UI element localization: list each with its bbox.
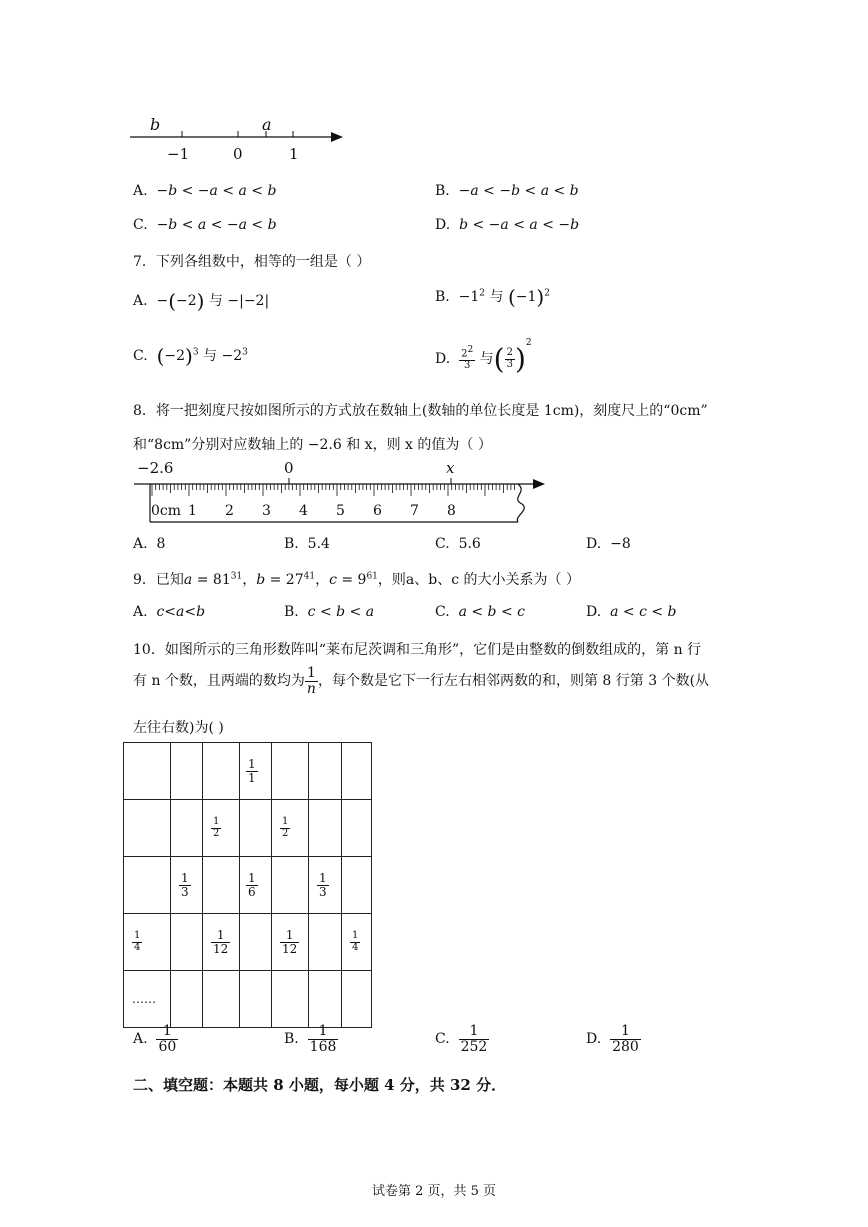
axis-label-x: x — [446, 459, 455, 477]
q10-option-a[interactable]: A. $\frac{1}{60}$ — [133, 1023, 177, 1055]
q6-option-a[interactable]: A. −b < −a < a < b — [133, 183, 277, 199]
q8-option-d[interactable]: D. −8 — [586, 536, 631, 552]
cell-r4-c2: $\frac{1}{12}$ — [213, 927, 229, 956]
ruler-label-2: 2 — [225, 503, 234, 519]
section2-heading: 二、填空题：本题共 8 小题，每小题 4 分，共 32 分． — [133, 1076, 507, 1094]
point-a-label: a — [262, 115, 272, 134]
q8-stem-line2: 和“8cm”分别对应数轴上的 −2.6 和 x，则 x 的值为（ ） — [133, 437, 492, 453]
tick-label-1: 1 — [289, 145, 299, 163]
q6-option-d[interactable]: D. b < −a < a < −b — [435, 217, 580, 233]
cell-r3-c3: $\frac{1}{3}$ — [319, 870, 327, 899]
harmonic-triangle-table — [123, 742, 372, 1028]
q10-option-b[interactable]: B. $\frac{1}{168}$ — [284, 1023, 337, 1055]
ruler-label-4: 4 — [299, 503, 308, 519]
cell-r4-c1: $\frac{1}{4}$ — [134, 930, 141, 953]
q7-option-a[interactable]: A. −(−2) 与 −|−2| — [133, 289, 270, 313]
q6-option-b[interactable]: B. −a < −b < a < b — [435, 183, 579, 199]
cell-r2-c1: $\frac{1}{2}$ — [213, 816, 220, 839]
q7-stem: 7．下列各组数中，相等的一组是（ ） — [133, 254, 371, 270]
ruler-label-6: 6 — [373, 503, 382, 519]
q10-option-c[interactable]: C. $\frac{1}{252}$ — [435, 1023, 488, 1055]
q6-option-c[interactable]: C. −b < a < −a < b — [133, 217, 277, 233]
ruler-label-1: 1 — [188, 503, 197, 519]
q9-option-d[interactable]: D. a < c < b — [586, 604, 677, 620]
q9-option-a[interactable]: A. c<a<b — [133, 604, 206, 620]
ruler-label-0: 0cm — [151, 503, 182, 519]
q8-option-c[interactable]: C. 5.6 — [435, 536, 481, 552]
cell-ellipsis: …… — [124, 971, 171, 1028]
q7-option-b[interactable]: B. $-1^2$ 与 $(-1)^2$ — [435, 285, 550, 309]
q8-stem-line1: 8．将一把刻度尺按如图所示的方式放在数轴上(数轴的单位长度是 1cm)，刻度尺上的“0cm” — [133, 403, 708, 419]
q10-option-d[interactable]: D. $\frac{1}{280}$ — [586, 1023, 639, 1055]
q7-option-c[interactable]: C. $(-2)^3$ 与 $-2^3$ — [133, 344, 248, 368]
cell-r2-c2: $\frac{1}{2}$ — [282, 816, 289, 839]
cell-r3-c1: $\frac{1}{3}$ — [181, 870, 189, 899]
ruler-label-8: 8 — [447, 503, 456, 519]
tick-label-0: 0 — [233, 145, 243, 163]
q10-stem-line2: 有 n 个数，且两端的数均为 $\frac{1}{n}$ ，每个数是它下一行左右相邻两数的和，则第 8 行第 3 个数(从 — [133, 665, 710, 697]
q10-stem-line1: 10．如图所示的三角形数阵叫“莱布尼茨调和三角形”，它们是由整数的倒数组成的，第 n 行 — [133, 642, 702, 658]
point-b-label: b — [150, 115, 161, 134]
cell-r3-c2: $\frac{1}{6}$ — [248, 870, 256, 899]
tick-label-neg1: −1 — [167, 145, 190, 163]
page-footer: 试卷第 2 页，共 5 页 — [371, 1184, 497, 1199]
q9-stem: 9．已知$a = 81^{31}$，$b = 27^{41}$，$c = 9^{61}$，则a、b、c 的大小关系为（ ） — [133, 571, 580, 588]
q9-option-b[interactable]: B. c < b < a — [284, 604, 375, 620]
cell-r1-c1: $\frac{1}{1}$ — [248, 756, 256, 785]
q9-option-c[interactable]: C. a < b < c — [435, 604, 525, 620]
axis-label-0: 0 — [284, 459, 294, 477]
axis-label-neg2-6: −2.6 — [137, 459, 174, 477]
ruler-ticks — [152, 484, 515, 496]
q8-option-b[interactable]: B. 5.4 — [284, 536, 330, 552]
q7-option-d[interactable]: D. $\frac{2^2}{3}$ 与( $\frac{2}{3}$ )$^2$ — [435, 338, 532, 376]
ruler-label-5: 5 — [336, 503, 345, 519]
ruler-labels — [151, 503, 471, 523]
q10-stem-line3: 左往右数)为( ) — [133, 720, 224, 736]
cell-r4-c3: $\frac{1}{12}$ — [282, 927, 298, 956]
ruler-label-7: 7 — [410, 503, 419, 519]
q8-option-a[interactable]: A. 8 — [133, 536, 166, 552]
cell-r4-c4: $\frac{1}{4}$ — [352, 930, 359, 953]
ruler-label-3: 3 — [262, 503, 271, 519]
